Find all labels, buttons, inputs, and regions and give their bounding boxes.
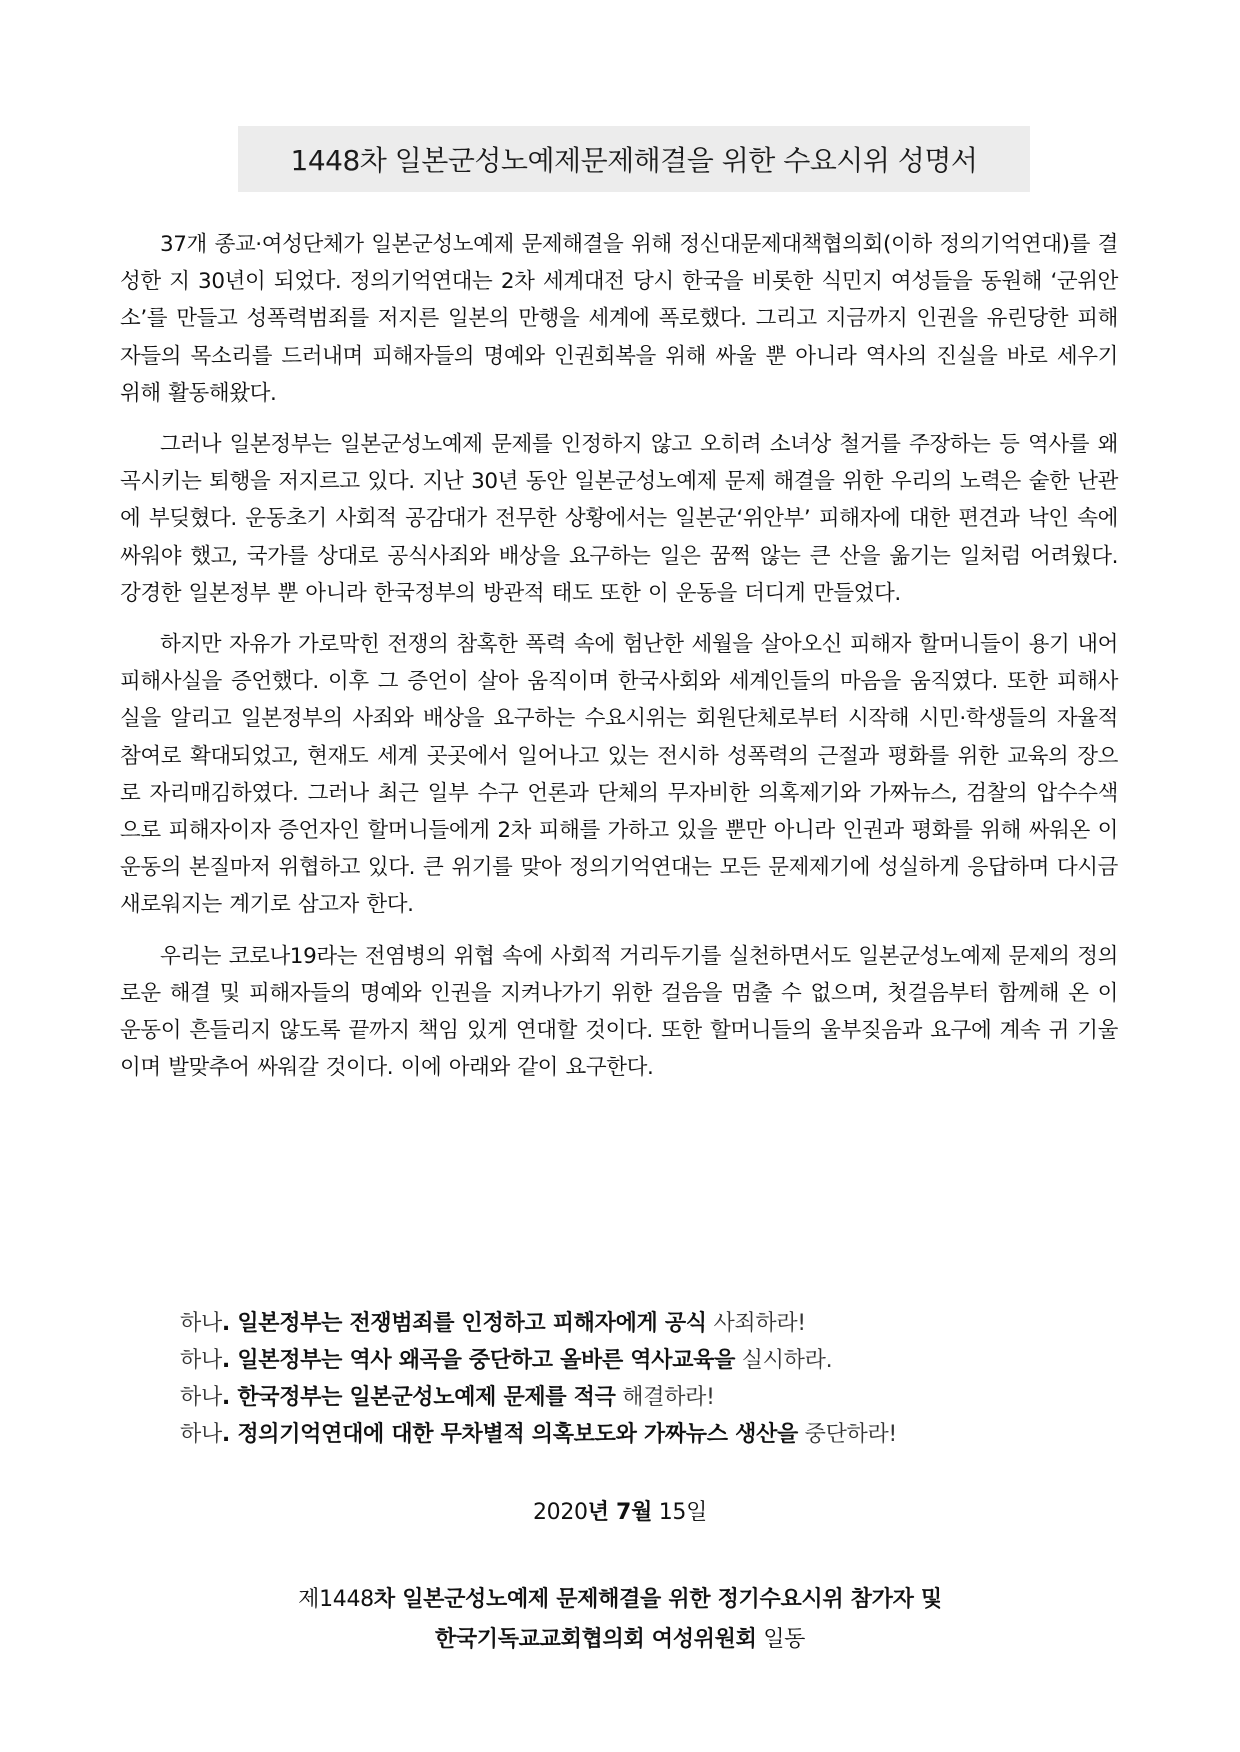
demand-item-2 [180, 1342, 1080, 1379]
signature-organization: 한국기독교교회협의회 여성위원회 [434, 1627, 757, 1652]
paragraph-4: 우리는 코로나19라는 전염병의 위협 속에 사회적 거리두기를 실천하면서도 일본군성노예제 문제의 정의로운 해결 및 피해자들의 명예와 인권을 지켜나가기 위한 걸음을 멈출 수 없으며, 첫걸음부터 함께해 온 이 운동이 흔들리지 않도록 끝까지 책임 있게 연대할 것이다. 또한 할머니들의 울부짖음과 요구에 계속 귀 기울이며 발맞추어 싸워갈 것이다. 이에 아래와 같이 요구한다. [120, 943, 1118, 1081]
date-year: 2020 [532, 1500, 588, 1525]
paragraph-1: 37개 종교·여성단체가 일본군성노예제 문제해결을 위해 정신대문제대책협의회(이하 정의기억연대)를 결성한 지 30년이 되었다. 정의기억연대는 2차 세계대전 당시 한국을 비롯한 식민지 여성들을 동원해 ‘군위안소’를 만들고 성폭력범죄를 저지른 일본의 만행을 세계에 폭로했다. 그리고 지금까지 인권을 유린당한 피해자들의 목소리를 드러내며 피해자들의 명예와 인권회복을 위해 싸울 뿐 아니라 역사의 진실을 바로 세우기 위해 활동해왔다. [120, 232, 1118, 406]
demand-text: . 정의기억연대에 대한 무차별적 의혹보도와 가짜뉴스 생산을 [221, 1422, 798, 1447]
date-day: 15일 [652, 1500, 708, 1525]
demand-item-1 [180, 1305, 1080, 1342]
paragraph-2: 그러나 일본정부는 일본군성노예제 문제를 인정하지 않고 오히려 소녀상 철거를 주장하는 등 역사를 왜곡시키는 퇴행을 저지르고 있다. 지난 30년 동안 일본군성노예제 문제 해결을 위한 우리의 노력은 숱한 난관에 부딪혔다. 운동초기 사회적 공감대가 전무한 상황에서는 일본군‘위안부’ 피해자에 대한 편견과 낙인 속에 싸워야 했고, 국가를 상대로 공식사죄와 배상을 요구하는 일은 꿈쩍 않는 큰 산을 옮기는 일처럼 어려웠다. 강경한 일본정부 뿐 아니라 한국정부의 방관적 태도 또한 이 운동을 더디게 만들었다. [120, 432, 1118, 606]
demand-text: . 일본정부는 역사 왜곡을 중단하고 올바른 역사교육을 [221, 1348, 736, 1373]
demand-text: . 일본정부는 전쟁범죄를 인정하고 피해자에게 공식 [221, 1311, 707, 1336]
statement-date [0, 1495, 1240, 1526]
signature-line-1 [0, 1580, 1240, 1620]
demand-item-4 [180, 1416, 1080, 1453]
signature-line-2 [0, 1620, 1240, 1660]
document-title: 1448차 일본군성노예제문제해결을 위한 수요시위 성명서 [290, 144, 978, 177]
demand-tail: 사죄하라! [706, 1311, 806, 1336]
demand-prefix: 하나 [180, 1311, 222, 1336]
demand-tail: 해결하라! [615, 1385, 715, 1410]
date-year-unit: 년 [587, 1500, 609, 1525]
demand-tail: 실시하라. [735, 1348, 833, 1373]
demand-tail: 중단하라! [797, 1422, 897, 1447]
signature-block [0, 1580, 1240, 1660]
paragraph-3: 하지만 자유가 가로막힌 전쟁의 참혹한 폭력 속에 험난한 세월을 살아오신 피해자 할머니들이 용기 내어 피해사실을 증언했다. 이후 그 증언이 살아 움직이며 한국사회와 세계인들의 마음을 움직였다. 또한 피해사실을 알리고 일본정부의 사죄와 배상을 요구하는 수요시위는 회원단체로부터 시작해 시민·학생들의 자율적 참여로 확대되었고, 현재도 세계 곳곳에서 일어나고 있는 전시하 성폭력의 근절과 평화를 위한 교육의 장으로 자리매김하였다. 그러나 최근 일부 수구 언론과 단체의 무자비한 의혹제기와 가짜뉴스, 검찰의 압수수색으로 피해자이자 증언자인 할머니들에게 2차 피해를 가하고 있을 뿐만 아니라 인권과 평화를 위해 싸워온 이 운동의 본질마저 위협하고 있다. 큰 위기를 맞아 정의기억연대는 모든 문제제기에 성실하게 응답하며 다시금 새로워지는 계기로 삼고자 한다. [120, 632, 1118, 918]
signature-tail: 일동 [756, 1627, 806, 1652]
demands-list [180, 1305, 1080, 1453]
demand-prefix: 하나 [180, 1422, 222, 1447]
signature-participants: 차 일본군성노예제 문제해결을 위한 정기수요시위 참가자 및 [373, 1587, 942, 1612]
demand-text: . 한국정부는 일본군성노예제 문제를 적극 [221, 1385, 616, 1410]
statement-body [120, 226, 1118, 1100]
demand-prefix: 하나 [180, 1348, 222, 1373]
signature-prefix: 제1448 [298, 1587, 374, 1612]
date-month-unit: 월 [631, 1500, 653, 1525]
title-box [238, 126, 1030, 192]
demand-item-3 [180, 1379, 1080, 1416]
demand-prefix: 하나 [180, 1385, 222, 1410]
date-month: 7 [608, 1500, 632, 1525]
